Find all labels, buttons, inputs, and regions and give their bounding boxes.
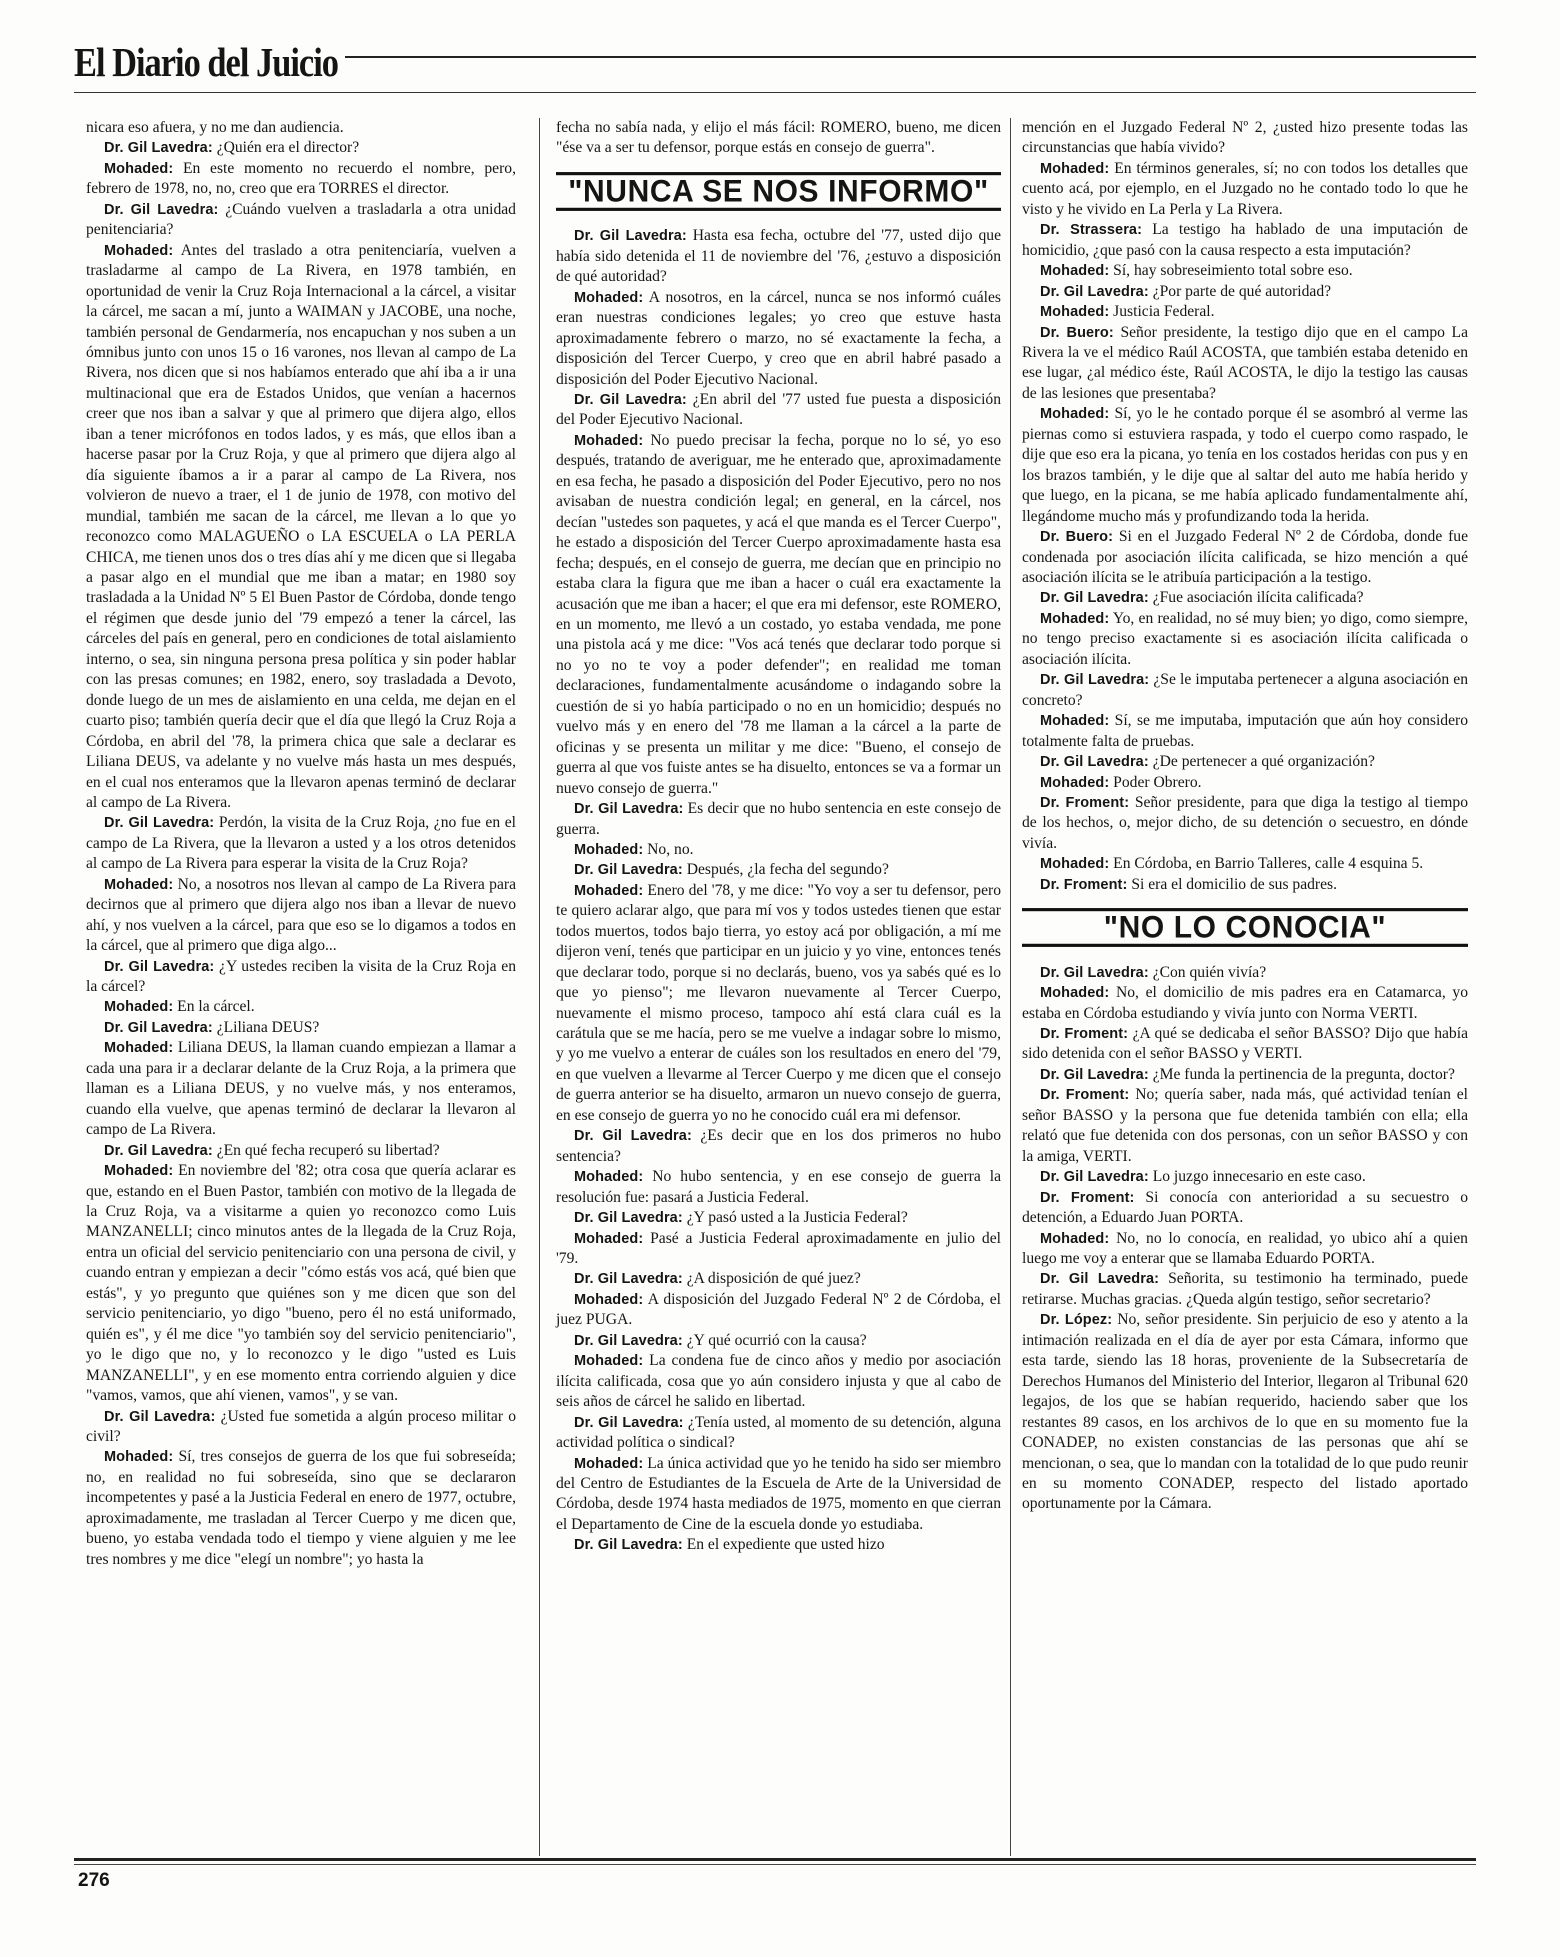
speaker-label: Dr. Gil Lavedra: xyxy=(104,1408,216,1425)
dialogue-text: nicara eso afuera, y no me dan audiencia. xyxy=(86,119,344,136)
masthead: El Diario del Juicio xyxy=(74,39,338,85)
dialogue-paragraph xyxy=(556,431,1001,799)
dialogue-text: Yo, en realidad, no sé muy bien; yo digo, como siempre, no tengo preciso exactamente si es asociación ilícita calificada o asociación ilícita. xyxy=(1022,609,1468,668)
speaker-label: Dr. Froment: xyxy=(1040,1026,1129,1043)
dialogue-text: Poder Obrero. xyxy=(1113,773,1202,791)
dialogue-text: ¿Quién era el director? xyxy=(216,139,360,157)
speaker-label: Dr. Froment: xyxy=(1040,1189,1135,1206)
dialogue-text: ¿Fue asociación ilícita calificada? xyxy=(1152,589,1364,607)
continued-paragraph xyxy=(86,118,516,138)
dialogue-text: ¿En abril del '77 usted fue puesta a disposición del Poder Ejecutivo Nacional. xyxy=(556,390,1001,429)
dialogue-paragraph xyxy=(1022,1188,1468,1229)
dialogue-paragraph xyxy=(86,1038,516,1140)
speaker-label: Dr. Gil Lavedra: xyxy=(574,1332,683,1349)
dialogue-paragraph xyxy=(556,1535,1001,1555)
dialogue-paragraph xyxy=(86,241,516,814)
speaker-label: Mohaded: xyxy=(104,1163,174,1180)
dialogue-paragraph xyxy=(1022,670,1468,711)
speaker-label: Dr. Gil Lavedra: xyxy=(1040,964,1149,981)
dialogue-text: No hubo sentencia, y en ese consejo de guerra la resolución fue: pasará a Justicia Federal. xyxy=(556,1168,1001,1206)
speaker-label: Mohaded: xyxy=(1040,263,1110,280)
dialogue-paragraph xyxy=(556,1269,1001,1289)
header-rule xyxy=(345,56,1476,58)
speaker-label: Dr. Gil Lavedra: xyxy=(104,815,215,832)
speaker-label: Dr. López: xyxy=(1040,1312,1113,1329)
dialogue-paragraph xyxy=(1022,752,1468,772)
dialogue-text: Pasé a Justicia Federal aproximadamente en julio del '79. xyxy=(556,1229,1001,1268)
dialogue-paragraph xyxy=(86,1018,516,1038)
dialogue-text: ¿Y ustedes reciben la visita de la Cruz Roja en la cárcel? xyxy=(86,957,516,996)
dialogue-text: Después, ¿la fecha del segundo? xyxy=(686,861,889,879)
dialogue-text: En el expediente que usted hizo xyxy=(686,1536,885,1554)
speaker-label: Mohaded: xyxy=(1040,1230,1110,1247)
dialogue-text: Lo juzgo innecesario en este caso. xyxy=(1152,1168,1366,1186)
dialogue-text: La única actividad que yo he tenido ha sido ser miembro del Centro de Estudiantes de la Escuela de Arte de la Universidad de Córdoba, desde 1974 hasta mediados de 1975, momento en que cierran el Departamento de Cine de la escuela donde yo estudiaba. xyxy=(556,1454,1001,1533)
dialogue-paragraph xyxy=(1022,1024,1468,1065)
speaker-label: Mohaded: xyxy=(104,1449,174,1466)
dialogue-text: La testigo ha hablado de una imputación de homicidio, ¿que pasó con la causa respecto a esta imputación? xyxy=(1022,221,1468,259)
column-3 xyxy=(1022,118,1468,1515)
dialogue-paragraph xyxy=(1022,302,1468,322)
dialogue-text: ¿Liliana DEUS? xyxy=(216,1018,320,1036)
speaker-label: Mohaded: xyxy=(104,160,174,177)
dialogue-text: Justicia Federal. xyxy=(1113,303,1215,321)
dialogue-paragraph xyxy=(1022,282,1468,302)
speaker-label: Dr. Gil Lavedra: xyxy=(104,1142,213,1159)
dialogue-text: No, a nosotros nos llevan al campo de La Rivera para decirnos que al primero que dijera algo nos iban a llevar de nuevo ahí, y nos vuelven a la cárcel, para que eso se lo digamos a todos en la cárcel, que al primero que diga algo... xyxy=(86,875,516,955)
dialogue-text: Si en el Juzgado Federal Nº 2 de Córdoba, donde fue condenada por asociación ilícita calificada, se hizo mención a qué asociación ilícita se le atribuía participación a la testigo. xyxy=(1022,528,1468,586)
speaker-label: Dr. Froment: xyxy=(1040,876,1128,893)
speaker-label: Mohaded: xyxy=(574,1291,644,1308)
dialogue-paragraph xyxy=(1022,1085,1468,1167)
speaker-label: Dr. Gil Lavedra: xyxy=(574,1128,692,1145)
dialogue-paragraph xyxy=(1022,1065,1468,1085)
dialogue-text: En noviembre del '82; otra cosa que quería aclarar es que, estando en el Buen Pastor, también con motivo de la llegada de la Cruz Roja, va a visitarme a quien yo reconozco como Luis MANZANELLI; cinco minutos antes de la llegada de la Cruz Roja, entra un oficial del servicio penitenciario con una persona de civil, y cuando entran y empiezan a decir "cómo estás vos acá, qué bien que estás", y yo pregunto que quiénes son y me dicen que son del servicio penitenciario, yo digo "bueno, pero él no está uniformado, quién es", y él me dice "yo también soy del servicio penitenciario", yo le digo que no, y lo reconozco y le digo "usted es Luis MANZANELLI", y en ese momento entra corriendo alguien y dice "vamos, vamos, que ahí vienen, vamos", y se van. xyxy=(86,1162,516,1405)
dialogue-paragraph xyxy=(556,1351,1001,1412)
dialogue-paragraph xyxy=(1022,323,1468,405)
dialogue-paragraph xyxy=(86,1161,516,1406)
speaker-label: Mohaded: xyxy=(574,289,644,306)
speaker-label: Mohaded: xyxy=(1040,985,1110,1002)
dialogue-paragraph xyxy=(1022,404,1468,527)
speaker-label: Mohaded: xyxy=(104,999,174,1016)
dialogue-text: Señor presidente, para que diga la testigo al tiempo de los hechos, o, mejor dicho, de su detención o secuestro, en dónde vivía. xyxy=(1022,793,1468,852)
dialogue-text: Liliana DEUS, la llaman cuando empiezan a llamar a cada una para ir a declarar delante de la Cruz Roja, a la primera que llaman es a Liliana DEUS, y no vuelve más, y nos enteramos, cuando ella vuelve, que apenas terminó de declarar la llevaron al campo de La Rivera. xyxy=(86,1039,516,1139)
speaker-label: Dr. Gil Lavedra: xyxy=(104,140,213,157)
dialogue-paragraph xyxy=(1022,261,1468,281)
dialogue-paragraph xyxy=(556,1290,1001,1331)
dialogue-text: La condena fue de cinco años y medio por asociación ilícita calificada, cosa que yo aún considero injusta y que al cabo de seis años de cárcel he salido en libertad. xyxy=(556,1352,1001,1411)
column-divider-2 xyxy=(1010,118,1011,1856)
speaker-label: Dr. Gil Lavedra: xyxy=(574,801,684,818)
dialogue-paragraph xyxy=(86,138,516,158)
dialogue-paragraph xyxy=(1022,527,1468,588)
speaker-label: Dr. Gil Lavedra: xyxy=(574,228,687,245)
dialogue-text: Si conocía con anterioridad a su secuestro o detención, a Eduardo Juan PORTA. xyxy=(1022,1188,1468,1227)
speaker-label: Dr. Froment: xyxy=(1040,1087,1130,1104)
dialogue-text: En términos generales, sí; no con todos los detalles que cuento acá, por ejemplo, en el Juzgado no he contado todo lo que he visto y he vivido en La Perla y La Rivera. xyxy=(1022,159,1468,218)
dialogue-text: ¿En qué fecha recuperó su libertad? xyxy=(216,1141,440,1159)
speaker-label: Dr. Gil Lavedra: xyxy=(104,958,215,975)
dialogue-text: No, el domicilio de mis padres era en Catamarca, yo estaba en Córdoba estudiando y vivía junto con Norma VERTI. xyxy=(1022,984,1469,1022)
dialogue-text: No, señor presidente. Sin perjuicio de eso y atento a la intimación realizada en el día de ayer por esta Cámara, informo que esta tarde, siendo las 18 horas, proveniente de la Subsecretaría de Derechos Humanos del Ministerio del Interior, llegaron al Tribunal 620 legajos, de los que se habían requerido, haciendo saber que los restantes 89 casos, en los archivos de lo que en su momento fue la CONADEP, no existen constancias de las personas que ahí se mencionan, o sea, que lo mandan con la totalidad de lo que pudo reunir en su momento CONADEP, respecto del listado aportado oportunamente por la Cámara. xyxy=(1022,1311,1468,1513)
dialogue-paragraph xyxy=(556,881,1001,1126)
dialogue-text: Es decir que no hubo sentencia en este consejo de guerra. xyxy=(556,800,1001,838)
speaker-label: Dr. Froment: xyxy=(1040,794,1130,811)
speaker-label: Dr. Gil Lavedra: xyxy=(104,1019,213,1036)
speaker-label: Dr. Gil Lavedra: xyxy=(574,862,683,879)
dialogue-text: ¿Se le imputaba pertenecer a alguna asociación en concreto? xyxy=(1022,671,1468,709)
dialogue-paragraph xyxy=(1022,773,1468,793)
dialogue-text: En Córdoba, en Barrio Talleres, calle 4 esquina 5. xyxy=(1113,855,1424,873)
footer-rule xyxy=(74,1858,1476,1861)
continued-paragraph xyxy=(556,118,1001,159)
dialogue-text: No; quería saber, nada más, qué actividad tenían el señor BASSO y la persona que fue detenida también con ella; ella relató que fue detenida con dos personas, con un señor BASSO y con la amiga, VERTI. xyxy=(1022,1086,1468,1165)
section-heading: "NUNCA SE NOS INFORMO" xyxy=(556,172,1001,211)
dialogue-paragraph xyxy=(556,1167,1001,1208)
dialogue-text: En este momento no recuerdo el nombre, pero, febrero de 1978, no, no, creo que era TORRES el director. xyxy=(86,159,516,198)
dialogue-paragraph xyxy=(1022,1167,1468,1187)
speaker-label: Dr. Gil Lavedra: xyxy=(574,1414,684,1431)
speaker-label: Dr. Gil Lavedra: xyxy=(574,1210,683,1227)
page-number: 276 xyxy=(78,1870,110,1891)
dialogue-paragraph xyxy=(1022,220,1468,261)
speaker-label: Mohaded: xyxy=(104,1040,174,1057)
dialogue-paragraph xyxy=(556,860,1001,880)
speaker-label: Mohaded: xyxy=(574,1169,644,1186)
dialogue-text: ¿Me funda la pertinencia de la pregunta, doctor? xyxy=(1152,1065,1455,1083)
dialogue-paragraph xyxy=(556,799,1001,840)
speaker-label: Mohaded: xyxy=(1040,774,1110,791)
speaker-label: Dr. Gil Lavedra: xyxy=(1040,754,1149,771)
continued-paragraph xyxy=(1022,118,1468,159)
dialogue-paragraph xyxy=(86,875,516,957)
speaker-label: Mohaded: xyxy=(1040,856,1110,873)
speaker-label: Mohaded: xyxy=(574,841,644,858)
speaker-label: Mohaded: xyxy=(574,882,644,899)
dialogue-text: ¿Por parte de qué autoridad? xyxy=(1152,282,1332,300)
speaker-label: Mohaded: xyxy=(104,876,174,893)
footer-rule-lower xyxy=(74,1864,1476,1865)
dialogue-text: Sí, tres consejos de guerra de los que fui sobreseída; no, en realidad no fui sobreseída, sino que se declararon incompetentes y pasé a la Justicia Federal en enero de 1977, octubre, aproximadamente, me trasladan al Tercer Cuerpo y me dicen que, bueno, yo estaba vendada todo el tiempo y viene alguien y me lee tres nombres y me dice "elegí un nombre"; yo hasta la xyxy=(86,1448,516,1568)
dialogue-text: No, no lo conocía, en realidad, yo ubico ahí a quien luego me voy a enterar que se llamaba Eduardo PORTA. xyxy=(1022,1229,1468,1268)
dialogue-text: ¿Usted fue sometida a algún proceso militar o civil? xyxy=(86,1407,517,1445)
dialogue-paragraph xyxy=(1022,1269,1468,1310)
header-rule-lower xyxy=(74,92,1476,93)
dialogue-paragraph xyxy=(556,1454,1001,1536)
dialogue-text: No, no. xyxy=(647,840,694,858)
dialogue-paragraph xyxy=(86,1141,516,1161)
dialogue-paragraph xyxy=(86,997,516,1017)
speaker-label: Mohaded: xyxy=(1040,304,1110,321)
dialogue-text: Enero del '78, y me dice: "Yo voy a ser tu defensor, pero te quiero aclarar algo, que para mí vos y todos ustedes tienen que estar todos muertos, todos bajo tierra, yo estoy acá por obligación, a mí me dijeron vení, tenés que participar en un juicio y yo vine, entonces tenés que declarar todo, porque si no declarás, bueno, vos ya sabés qué es lo que yo pienso"; me llevaron nuevamente al Tercer Cuerpo, nuevamente el mismo proceso, tampoco ahí está clara cuál es la carátula que se me hacía, pero se me vuelve a indagar sobre lo mismo, y yo me vuelvo a enterar de cuáles son los resultados en enero del '79, en que vuelven a llevarme al Tercer Cuerpo y me dicen que el consejo de guerra anterior se ha disuelto, armaron un nuevo consejo de guerra, en ese consejo de guerra yo no he conocido cuál era mi defensor. xyxy=(556,881,1001,1124)
column-divider-1 xyxy=(539,118,540,1856)
dialogue-text: ¿A qué se dedicaba el señor BASSO? Dijo que había sido detenida con el señor BASSO y VERTI. xyxy=(1022,1025,1468,1063)
dialogue-text: ¿Tenía usted, al momento de su detención, alguna actividad política o sindical? xyxy=(556,1413,1001,1452)
dialogue-paragraph xyxy=(86,200,516,241)
speaker-label: Dr. Gil Lavedra: xyxy=(1040,1066,1149,1083)
dialogue-text: mención en el Juzgado Federal Nº 2, ¿usted hizo presente todas las circunstancias que había vivido? xyxy=(1022,119,1468,157)
dialogue-paragraph xyxy=(86,159,516,200)
column-2 xyxy=(556,118,1001,1556)
speaker-label: Mohaded: xyxy=(1040,713,1110,730)
dialogue-text: Señorita, su testimonio ha terminado, puede retirarse. Muchas gracias. ¿Queda algún testigo, señor secretario? xyxy=(1022,1270,1468,1308)
speaker-label: Dr. Strassera: xyxy=(1040,222,1143,239)
dialogue-text: Sí, yo le he contado porque él se asombró al verme las piernas como si estuviera raspada, y todo el cuerpo como raspado, le dije que eso era la picana, yo tenía en los costados heridas con pus y en los brazos también, y le dije que al saltar del auto me había herido y que luego, en la picana, se me había aplicado fundamentalmente ahí, llegándome mucho más y profundizando toda la herida. xyxy=(1022,405,1469,525)
dialogue-text: A disposición del Juzgado Federal Nº 2 de Córdoba, el juez PUGA. xyxy=(556,1290,1001,1329)
dialogue-text: ¿Y pasó usted a la Justicia Federal? xyxy=(686,1209,908,1227)
speaker-label: Dr. Gil Lavedra: xyxy=(1040,283,1149,300)
dialogue-paragraph xyxy=(1022,711,1468,752)
section-heading: "NO LO CONOCIA" xyxy=(1022,908,1468,947)
dialogue-text: ¿Y qué ocurrió con la causa? xyxy=(686,1331,867,1349)
speaker-label: Dr. Gil Lavedra: xyxy=(104,201,219,218)
speaker-label: Dr. Gil Lavedra: xyxy=(574,1537,683,1554)
dialogue-text: ¿De pertenecer a qué organización? xyxy=(1152,753,1375,771)
dialogue-paragraph xyxy=(556,1208,1001,1228)
dialogue-paragraph xyxy=(556,390,1001,431)
speaker-label: Mohaded: xyxy=(1040,160,1110,177)
dialogue-text: No puedo precisar la fecha, porque no lo sé, yo eso después, tratando de averiguar, me he enterado que, aproximadamente en esa fecha, he pasado a disposición del Poder Ejecutivo, pero no nos avisaban de nuestra condición legal; en general, en la cárcel, nos decían "ustedes son paquetes, y acá el que manda es el Tercer Cuerpo", he estado a disposición del Tercer Cuerpo aproximadamente hasta esa fecha; después, en el consejo de guerra, me decían que en principio no estaba clara la figura que me iban a hacer o cuál era exactamente la acusación que me iban a hacer; el que era mi defensor, este ROMERO, en un momento, me llevó a un costado, yo estaba vendada, me pone una pistola acá y me dice: "Vos acá tenés que declarar todo porque si no yo no te voy a poder defender"; en realidad me toman declaraciones, fundamentalmente acusándome o indagando sobre la cuestión de si yo había participado o no en un homicidio; después no vuelvo más y en enero del '78 me llaman a la cárcel a la parte de oficinas y se presenta un militar y me dice: "Bueno, el consejo de guerra al que vos fuiste antes se ha disuelto, entonces se va a formar un nuevo consejo de guerra." xyxy=(556,431,1001,797)
dialogue-text: A nosotros, en la cárcel, nunca se nos informó cuáles eran nuestras condiciones legales; yo creo que estuve hasta aproximadamente febrero o marzo, no sé exactamente la fecha, a disposición del Tercer Cuerpo, y creo que en abril habré pasado a disposición del Poder Ejecutivo Nacional. xyxy=(556,288,1001,388)
dialogue-paragraph xyxy=(556,226,1001,287)
speaker-label: Dr. Gil Lavedra: xyxy=(574,391,687,408)
dialogue-text: Perdón, la visita de la Cruz Roja, ¿no fue en el campo de La Rivera, que la llevaron a usted y a los otros detenidos al campo de La Rivera para esperar la visita de la Cruz Roja? xyxy=(86,814,516,873)
dialogue-text: Si era el domicilio de sus padres. xyxy=(1131,875,1338,893)
speaker-label: Mohaded: xyxy=(574,1353,644,1370)
dialogue-paragraph xyxy=(1022,875,1468,895)
speaker-label: Mohaded: xyxy=(574,1455,644,1472)
dialogue-paragraph xyxy=(556,1126,1001,1167)
dialogue-paragraph xyxy=(86,957,516,998)
dialogue-text: ¿A disposición de qué juez? xyxy=(686,1270,861,1288)
dialogue-paragraph xyxy=(1022,963,1468,983)
dialogue-paragraph xyxy=(1022,159,1468,220)
dialogue-paragraph xyxy=(556,840,1001,860)
speaker-label: Mohaded: xyxy=(1040,406,1110,423)
speaker-label: Mohaded: xyxy=(574,1230,644,1247)
speaker-label: Dr. Gil Lavedra: xyxy=(1040,1271,1160,1288)
dialogue-paragraph xyxy=(556,1229,1001,1270)
dialogue-text: fecha no sabía nada, y elijo el más fácil: ROMERO, bueno, me dicen "ése va a ser tu defensor, porque estás en consejo de guerra". xyxy=(556,119,1001,157)
dialogue-paragraph xyxy=(1022,588,1468,608)
speaker-label: Mohaded: xyxy=(574,432,644,449)
dialogue-paragraph xyxy=(1022,793,1468,854)
speaker-label: Dr. Gil Lavedra: xyxy=(574,1271,683,1288)
dialogue-paragraph xyxy=(1022,1310,1468,1515)
dialogue-paragraph xyxy=(86,813,516,874)
speaker-label: Dr. Buero: xyxy=(1040,324,1114,341)
dialogue-text: ¿Con quién vivía? xyxy=(1152,963,1267,981)
dialogue-paragraph xyxy=(1022,1229,1468,1270)
dialogue-text: Señor presidente, la testigo dijo que en el campo La Rivera la ve el médico Raúl ACOSTA, que también estaba detenido en ese lugar, ¿al médico éste, Raúl ACOSTA, le dijo la testigo las causas de las lesiones que presentaba? xyxy=(1022,323,1468,402)
dialogue-text: Sí, hay sobreseimiento total sobre eso. xyxy=(1113,262,1353,280)
speaker-label: Dr. Buero: xyxy=(1040,529,1114,546)
dialogue-paragraph xyxy=(1022,983,1468,1024)
speaker-label: Mohaded: xyxy=(1040,610,1110,627)
column-1 xyxy=(86,118,516,1570)
dialogue-paragraph xyxy=(1022,854,1468,874)
dialogue-paragraph xyxy=(86,1447,516,1570)
dialogue-paragraph xyxy=(1022,609,1468,670)
dialogue-text: Antes del traslado a otra penitenciaría, vuelven a trasladarme al campo de La Rivera, en 1978 también, en oportunidad de venir la Cruz Roja Internacional a la cárcel, a visitar la cárcel, me sacan a mí, junto a WAIMAN y JACOBE, una noche, también personal de Gendarmería, nos encapuchan y nos suben a un ómnibus junto con unos 15 o 16 varones, nos llevan al campo de La Rivera, nos dicen que si nos habíamos enterado que ahí iba a ir una multinacional que era de Estados Unidos, que venían a hacernos creer que nos iban a salvar y que al primero que dijera algo, ellos iban a tener micrófonos en todos lados, y es más, que ellos iban a hacerse pasar por la Cruz Roja, y que al primero que dijera algo al día siguiente íbamos a ir a parar al campo de La Rivera, nos volvieron de nuevo a traer, el 1 de junio de 1978, con motivo del mundial, también me sacan de la cárcel, me llevan a lo que yo reconozco como MALAGUEÑO o LA ESCUELA o LA PERLA CHICA, me tienen unos dos o tres días ahí y me dicen que si llegaba a pasar algo en el mundial que me iban a matar; en 1980 soy trasladada a la Unidad Nº 5 El Buen Pastor de Córdoba, donde tengo el régimen que desde junio del '79 empezó a tener la cárcel, las cárceles del país en general, pero en condiciones de total aislamiento interno, o sea, sin ninguna persona presa política y sin poder hablar con las presas comunes; en 1982, enero, soy trasladada a Devoto, donde luego de un mes de aislamiento en una celda, me dejan en el cuarto piso; también quería decir que el día que llegó la Cruz Roja a Córdoba, en abril del '78, la primera chica que sale a declarar es Liliana DEUS, va adelante y no vuelve más hasta un mes después, en el cual nos enteramos que la llevaron apenas terminó de declarar al campo de La Rivera. xyxy=(86,241,516,811)
dialogue-paragraph xyxy=(556,288,1001,390)
dialogue-text: En la cárcel. xyxy=(177,998,255,1016)
speaker-label: Dr. Gil Lavedra: xyxy=(1040,590,1149,607)
speaker-label: Dr. Gil Lavedra: xyxy=(1040,1169,1149,1186)
dialogue-text: Hasta esa fecha, octubre del '77, usted dijo que había sido detenida el 11 de noviembre del '76, ¿estuvo a disposición de qué autoridad? xyxy=(556,227,1001,286)
dialogue-text: ¿Es decir que en los dos primeros no hubo sentencia? xyxy=(556,1127,1002,1165)
dialogue-paragraph xyxy=(556,1331,1001,1351)
dialogue-text: ¿Cuándo vuelven a trasladarla a otra unidad penitenciaria? xyxy=(86,200,516,239)
dialogue-paragraph xyxy=(86,1407,516,1448)
dialogue-paragraph xyxy=(556,1413,1001,1454)
dialogue-text: Sí, se me imputaba, imputación que aún hoy considero totalmente falta de pruebas. xyxy=(1022,712,1468,750)
speaker-label: Dr. Gil Lavedra: xyxy=(1040,672,1150,689)
speaker-label: Mohaded: xyxy=(104,242,174,259)
